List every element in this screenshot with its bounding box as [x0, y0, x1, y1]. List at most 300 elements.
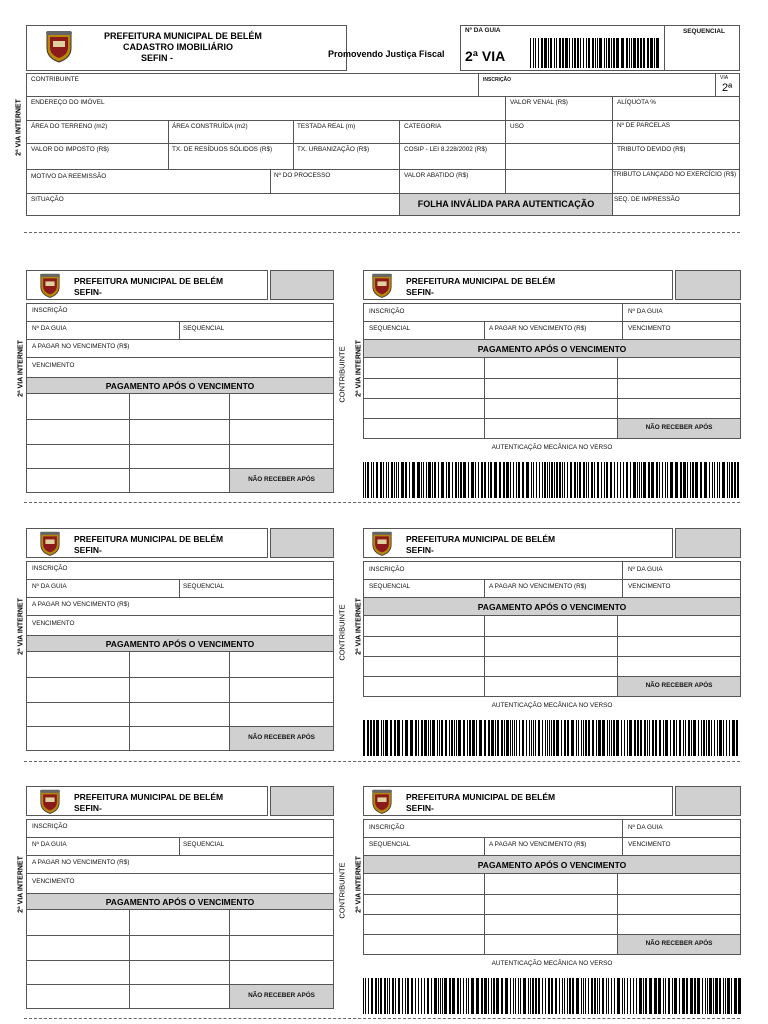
- barcode-bar: [533, 462, 534, 498]
- barcode-bar: [539, 462, 540, 498]
- barcode-bar: [727, 978, 730, 1014]
- barcode-bar: [670, 720, 671, 756]
- barcode-bar: [449, 978, 451, 1014]
- barcode-bar: [529, 720, 530, 756]
- barcode-bar: [734, 462, 736, 498]
- barcode-bar: [554, 38, 555, 68]
- barcode-bar: [683, 462, 686, 498]
- barcode-bar: [551, 720, 552, 756]
- barcode-bar: [532, 978, 534, 1014]
- barcode-bar: [405, 720, 408, 756]
- barcode-bar: [634, 720, 636, 756]
- barcode-bar: [583, 978, 584, 1014]
- barcode-bar: [703, 720, 705, 756]
- barcode-bar: [629, 720, 632, 756]
- barcode-bar: [682, 978, 685, 1014]
- barcode-bar: [571, 720, 574, 756]
- barcode-bar: [501, 720, 503, 756]
- barcode-bar: [514, 720, 515, 756]
- barcode-bar: [490, 462, 492, 498]
- right-nao-receber-label: NÃO RECEBER APÓS: [645, 940, 713, 947]
- barcode-bar: [595, 38, 596, 68]
- barcode-bar: [452, 462, 453, 498]
- barcode-bar: [613, 38, 615, 68]
- barcode-bar: [533, 720, 534, 756]
- barcode-bar: [373, 720, 375, 756]
- barcode-bar: [690, 462, 691, 498]
- barcode-bar: [691, 720, 692, 756]
- right-stub-city-title: PREFEITURA MUNICIPAL DE BELÉM: [406, 276, 556, 286]
- main-sefin: SEFIN -: [141, 53, 174, 63]
- barcode-bar: [673, 720, 675, 756]
- barcode-bar: [717, 462, 718, 498]
- barcode-bar: [475, 462, 476, 498]
- barcode-bar: [383, 720, 384, 756]
- barcode-bar: [402, 720, 403, 756]
- barcode-bar: [548, 978, 550, 1014]
- belem-coat-of-arms-icon: [37, 531, 63, 557]
- barcode-bar: [621, 720, 622, 756]
- barcode-bar: [564, 462, 565, 498]
- barcode-bar: [598, 720, 601, 756]
- barcode-bar: [731, 978, 732, 1014]
- barcode-bar: [644, 720, 646, 756]
- barcode-bar: [501, 978, 503, 1014]
- left-vencimento-label: VENCIMENTO: [32, 362, 75, 369]
- right-stub-gray-box: [675, 528, 741, 558]
- barcode-bar: [637, 38, 639, 68]
- right-stub-sefin: SEFIN-: [406, 545, 434, 555]
- barcode-bar: [398, 462, 399, 498]
- right-pagamento-apos-bar: PAGAMENTO APÓS O VENCIMENTO: [364, 597, 740, 616]
- barcode-bar: [665, 720, 668, 756]
- barcode-bar: [415, 978, 416, 1014]
- barcode-bar: [445, 720, 447, 756]
- barcode-bar: [472, 720, 475, 756]
- barcode-bar: [456, 720, 457, 756]
- barcode-bar: [541, 38, 543, 68]
- tributo-devido-label: TRIBUTO DEVIDO (R$): [617, 146, 686, 153]
- barcode-bar: [597, 462, 599, 498]
- barcode-bar: [639, 462, 640, 498]
- barcode-bar: [394, 462, 395, 498]
- barcode-bar: [715, 978, 718, 1014]
- barcode-bar: [626, 462, 628, 498]
- right-stub-city-title: PREFEITURA MUNICIPAL DE BELÉM: [406, 534, 556, 544]
- barcode-bar: [734, 978, 737, 1014]
- barcode-bar: [602, 978, 604, 1014]
- barcode-bar: [626, 38, 628, 68]
- cut-line-4: [24, 1018, 740, 1019]
- contribuinte-label: CONTRIBUINTE: [31, 76, 79, 83]
- barcode-bar: [662, 462, 663, 498]
- barcode-bar: [614, 462, 615, 498]
- barcode-bar: [386, 462, 387, 498]
- barcode-bar: [627, 978, 628, 1014]
- barcode-bar: [599, 978, 600, 1014]
- barcode-bar: [479, 720, 482, 756]
- barcode-bar: [679, 720, 681, 756]
- belem-coat-of-arms-icon: [369, 531, 395, 557]
- barcode-bar: [431, 978, 432, 1014]
- left-inscricao-label: INSCRIÇÃO: [32, 565, 68, 572]
- barcode-bar: [668, 978, 670, 1014]
- barcode-bar: [405, 978, 406, 1014]
- barcode-bar: [427, 978, 429, 1014]
- barcode-bar: [533, 38, 534, 68]
- barcode-bar: [538, 720, 540, 756]
- residuos-label: TX. DE RESÍDUOS SÓLIDOS (R$): [172, 146, 273, 153]
- barcode-bar: [649, 720, 650, 756]
- barcode-bar: [659, 462, 660, 498]
- barcode-bar: [551, 978, 553, 1014]
- cut-line-2: [24, 502, 740, 503]
- barcode-bar: [576, 720, 577, 756]
- barcode-bar: [531, 462, 532, 498]
- barcode-bar: [574, 38, 576, 68]
- barcode-bar: [424, 720, 427, 756]
- barcode-bar: [616, 720, 619, 756]
- left-no-da-guia-label: Nº DA GUIA: [32, 325, 67, 332]
- barcode-bar: [656, 38, 659, 68]
- barcode-bar: [574, 462, 576, 498]
- barcode-bar: [426, 462, 427, 498]
- barcode-bar: [714, 720, 715, 756]
- barcode-bar: [428, 462, 431, 498]
- autenticacao-label: AUTENTICAÇÃO MECÂNICA NO VERSO: [491, 702, 613, 709]
- barcode-bar: [481, 978, 483, 1014]
- barcode-bar: [442, 978, 443, 1014]
- left-sequencial-label: SEQUENCIAL: [183, 583, 225, 590]
- barcode-bar: [397, 720, 400, 756]
- barcode-bar: [597, 978, 598, 1014]
- left-inscricao-label: INSCRIÇÃO: [32, 823, 68, 830]
- barcode-bar: [561, 720, 562, 756]
- barcode-bar: [504, 720, 505, 756]
- via-label: VIA: [720, 75, 729, 81]
- main-side-label: 2ª VIA INTERNET: [15, 99, 23, 156]
- right-nao-receber-label: NÃO RECEBER APÓS: [645, 424, 713, 431]
- barcode-bar: [363, 978, 364, 1014]
- barcode-bar: [609, 720, 610, 756]
- barcode-bar: [367, 462, 369, 498]
- barcode-bar: [667, 462, 668, 498]
- barcode-bar: [401, 462, 404, 498]
- barcode-bar: [572, 978, 574, 1014]
- barcode-bar: [611, 720, 612, 756]
- left-nao-receber-label: NÃO RECEBER APÓS: [248, 992, 315, 999]
- belem-coat-of-arms-icon: [37, 273, 63, 299]
- barcode-bar: [736, 720, 738, 756]
- barcode-bar: [471, 978, 474, 1014]
- barcode-bar: [488, 978, 489, 1014]
- barcode-bar: [610, 462, 612, 498]
- barcode-bar: [385, 720, 388, 756]
- right-no-da-guia-label: Nº DA GUIA: [628, 566, 663, 573]
- barcode-bar: [371, 462, 372, 498]
- barcode-bar: [562, 462, 563, 498]
- barcode-bar: [620, 462, 621, 498]
- barcode-bar: [613, 720, 615, 756]
- valor-imposto-label: VALOR DO IMPOSTO (R$): [31, 146, 109, 153]
- tributo-lancado-label: TRIBUTO LANÇADO NO EXERCÍCIO (R$): [613, 171, 737, 178]
- main-slogan: Promovendo Justiça Fiscal: [328, 49, 445, 59]
- barcode-bar: [670, 462, 673, 498]
- barcode-bar: [693, 720, 696, 756]
- barcode-bar: [548, 38, 549, 68]
- barcode-bar: [551, 462, 553, 498]
- right-stub-city-title: PREFEITURA MUNICIPAL DE BELÉM: [406, 792, 556, 802]
- barcode-bar: [458, 720, 461, 756]
- left-stub-sefin: SEFIN-: [74, 545, 102, 555]
- right-stub-gray-box: [675, 270, 741, 300]
- left-no-da-guia-label: Nº DA GUIA: [32, 583, 67, 590]
- barcode-bar: [547, 462, 548, 498]
- barcode-bar: [467, 720, 468, 756]
- barcode-bar: [577, 462, 578, 498]
- contribuinte-side-label: CONTRIBUINTE: [337, 346, 347, 403]
- barcode-bar: [738, 978, 741, 1014]
- barcode-bar: [407, 978, 409, 1014]
- barcode-bar: [531, 720, 532, 756]
- barcode-bar: [446, 462, 447, 498]
- barcode-bar: [460, 978, 461, 1014]
- barcode-bar: [484, 462, 486, 498]
- situacao-label: SITUAÇÃO: [31, 196, 64, 203]
- barcode-bar: [565, 38, 568, 68]
- barcode-bar: [581, 720, 582, 756]
- left-no-da-guia-label: Nº DA GUIA: [32, 841, 67, 848]
- right-a-pagar-label: A PAGAR NO VENCIMENTO (R$): [489, 841, 587, 848]
- barcode-bar: [476, 720, 477, 756]
- barcode-bar: [556, 462, 558, 498]
- valor-abatido-label: VALOR ABATIDO (R$): [404, 172, 469, 179]
- seq-impressao-label: SEQ. DE IMPRESSÃO: [614, 196, 680, 203]
- barcode-bar: [562, 38, 564, 68]
- barcode-bar: [631, 38, 632, 68]
- barcode-bar: [658, 978, 661, 1014]
- barcode-bar: [418, 720, 419, 756]
- barcode-bar: [556, 38, 557, 68]
- barcode-bar: [544, 38, 547, 68]
- right-a-pagar-label: A PAGAR NO VENCIMENTO (R$): [489, 325, 587, 332]
- left-pagamento-apos-bar: PAGAMENTO APÓS O VENCIMENTO: [27, 893, 333, 910]
- barcode-bar: [381, 720, 382, 756]
- barcode-bar: [576, 978, 579, 1014]
- barcode-bar: [417, 462, 420, 498]
- barcode-bar: [451, 720, 453, 756]
- inscricao-label: INSCRIÇÃO: [483, 77, 512, 83]
- barcode-bar: [506, 720, 509, 756]
- barcode-bar: [488, 462, 489, 498]
- right-no-da-guia-label: Nº DA GUIA: [628, 824, 663, 831]
- barcode-bar: [542, 978, 543, 1014]
- barcode-bar: [478, 462, 479, 498]
- barcode-bar: [672, 978, 673, 1014]
- barcode-bar: [586, 38, 587, 68]
- barcode-bar: [639, 978, 642, 1014]
- barcode-bar: [585, 978, 586, 1014]
- barcode-bar: [637, 462, 638, 498]
- barcode-bar: [647, 38, 649, 68]
- barcode-bar: [692, 462, 694, 498]
- barcode-bar: [410, 720, 413, 756]
- barcode-bar: [536, 462, 537, 498]
- barcode-bar: [708, 720, 710, 756]
- left-stub-gray-box: [270, 270, 334, 300]
- uso-label: USO: [510, 123, 524, 130]
- barcode-bar: [452, 978, 455, 1014]
- barcode-bar: [705, 978, 706, 1014]
- barcode-bar: [471, 462, 474, 498]
- main-city-title: PREFEITURA MUNICIPAL DE BELÉM: [104, 31, 262, 41]
- barcode-bar: [663, 978, 664, 1014]
- barcode-bar: [694, 978, 696, 1014]
- barcode-bar: [494, 462, 497, 498]
- barcode-bar: [463, 462, 466, 498]
- barcode-bar: [395, 978, 396, 1014]
- barcode-bar: [583, 38, 584, 68]
- via-value: 2ª: [722, 82, 733, 94]
- barcode-bar: [592, 38, 594, 68]
- barcode-bar: [441, 462, 444, 498]
- barcode-bar: [455, 462, 457, 498]
- right-sequencial-label: SEQUENCIAL: [369, 583, 411, 590]
- barcode-bar: [538, 38, 539, 68]
- barcode-bar: [702, 978, 703, 1014]
- main-barcode: [530, 38, 660, 68]
- barcode-bar: [434, 462, 436, 498]
- barcode-bar: [663, 720, 664, 756]
- contribuinte-side-label: CONTRIBUINTE: [337, 862, 347, 919]
- barcode-bar: [428, 720, 429, 756]
- belem-coat-of-arms-icon: [369, 789, 395, 815]
- cut-line-3: [24, 761, 740, 762]
- barcode-bar: [484, 720, 486, 756]
- barcode-bar: [700, 462, 702, 498]
- barcode-bar: [604, 38, 605, 68]
- left-pagamento-apos-bar: PAGAMENTO APÓS O VENCIMENTO: [27, 635, 333, 652]
- motivo-label: MOTIVO DA REEMISSÃO: [31, 173, 107, 180]
- barcode-bar: [496, 978, 499, 1014]
- barcode-bar: [387, 978, 388, 1014]
- left-a-pagar-label: A PAGAR NO VENCIMENTO (R$): [32, 859, 130, 866]
- barcode-bar: [624, 978, 625, 1014]
- barcode-bar: [731, 462, 733, 498]
- barcode-bar: [505, 978, 508, 1014]
- right-a-pagar-label: A PAGAR NO VENCIMENTO (R$): [489, 583, 587, 590]
- barcode-bar: [363, 462, 364, 498]
- barcode-bar: [441, 720, 443, 756]
- barcode-bar: [640, 720, 642, 756]
- barcode-bar: [645, 978, 647, 1014]
- barcode-bar: [596, 720, 597, 756]
- barcode-bar: [606, 462, 608, 498]
- barcode-bar: [680, 462, 682, 498]
- barcode-bar: [378, 978, 379, 1014]
- barcode-bar: [526, 462, 529, 498]
- barcode-bar: [616, 38, 619, 68]
- barcode-bar: [640, 38, 642, 68]
- barcode-bar: [712, 462, 713, 498]
- barcode-bar: [392, 978, 394, 1014]
- right-stub-side-label: 2ª VIA INTERNET: [355, 340, 363, 397]
- barcode-bar: [503, 462, 505, 498]
- barcode-bar: [458, 462, 459, 498]
- barcode-bar: [430, 720, 431, 756]
- barcode-bar: [709, 978, 712, 1014]
- barcode-bar: [491, 978, 492, 1014]
- left-stub-body: [26, 819, 334, 1009]
- barcode-bar: [545, 978, 546, 1014]
- barcode-bar: [675, 462, 678, 498]
- stub-row-2: [0, 528, 768, 760]
- barcode-bar: [545, 720, 546, 756]
- left-sequencial-label: SEQUENCIAL: [183, 841, 225, 848]
- barcode-bar: [380, 462, 382, 498]
- barcode-bar: [564, 978, 565, 1014]
- left-stub-city-title: PREFEITURA MUNICIPAL DE BELÉM: [74, 276, 224, 286]
- barcode-bar: [412, 462, 415, 498]
- barcode-bar: [611, 38, 612, 68]
- barcode-bar: [380, 978, 382, 1014]
- barcode-bar: [440, 978, 441, 1014]
- barcode-bar: [484, 978, 487, 1014]
- barcode-bar: [617, 462, 618, 498]
- barcode-bar: [567, 978, 568, 1014]
- autenticacao-label: AUTENTICAÇÃO MECÂNICA NO VERSO: [491, 960, 613, 967]
- barcode-bar: [592, 720, 594, 756]
- barcode-bar: [719, 462, 720, 498]
- barcode-bar: [588, 38, 590, 68]
- barcode-bar: [695, 462, 698, 498]
- barcode-bar: [611, 978, 612, 1014]
- barcode-bar: [516, 720, 517, 756]
- barcode-bar: [690, 978, 693, 1014]
- barcode-bar: [629, 38, 630, 68]
- right-stub-barcode: [363, 462, 741, 498]
- stub-row-3: [0, 786, 768, 1018]
- barcode-bar: [697, 978, 700, 1014]
- barcode-bar: [581, 978, 582, 1014]
- barcode-bar: [683, 720, 684, 756]
- right-inscricao-label: INSCRIÇÃO: [369, 566, 405, 573]
- barcode-bar: [449, 720, 450, 756]
- barcode-bar: [418, 978, 419, 1014]
- barcode-bar: [402, 978, 403, 1014]
- parcelas-label: Nº DE PARCELAS: [617, 122, 670, 129]
- barcode-bar: [602, 720, 605, 756]
- right-pagamento-apos-bar: PAGAMENTO APÓS O VENCIMENTO: [364, 855, 740, 874]
- right-stub-barcode: [363, 978, 741, 1014]
- barcode-bar: [706, 720, 707, 756]
- barcode-bar: [411, 978, 413, 1014]
- barcode-bar: [488, 720, 490, 756]
- barcode-bar: [388, 462, 389, 498]
- barcode-bar: [371, 978, 373, 1014]
- stub-row-1: [0, 270, 768, 502]
- barcode-bar: [725, 978, 726, 1014]
- barcode-bar: [729, 462, 730, 498]
- barcode-bar: [432, 720, 435, 756]
- barcode-bar: [617, 978, 620, 1014]
- barcode-bar: [688, 720, 690, 756]
- processo-label: Nº DO PROCESSO: [274, 172, 331, 179]
- categoria-label: CATEGORIA: [404, 123, 442, 130]
- left-stub-side-label: 2ª VIA INTERNET: [17, 856, 25, 913]
- barcode-bar: [651, 462, 654, 498]
- right-vencimento-label: VENCIMENTO: [628, 583, 671, 590]
